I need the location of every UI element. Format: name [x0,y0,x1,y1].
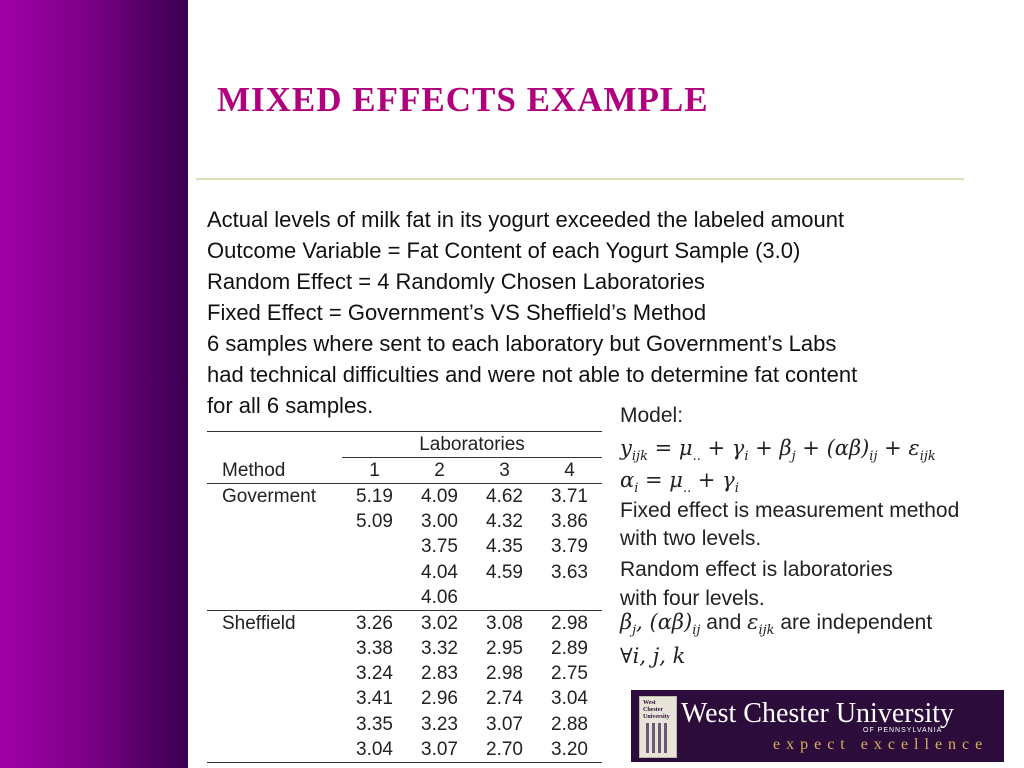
body-text [207,204,977,421]
method-cell [207,560,342,585]
table-row [207,560,602,585]
method-cell: Sheffield [207,611,342,637]
value-cell: 3.38 [356,638,393,660]
value-cell: 3.02 [407,611,472,637]
model-heading: Model: [620,404,684,427]
body-line: had technical difficulties and were not able to determine fat content [207,362,858,387]
value-cell: 3.71 [537,484,602,510]
method-header: Method [222,459,286,481]
table-row [207,585,602,611]
table-row [207,662,602,687]
value-cell: 3.08 [472,611,537,637]
method-cell [207,510,342,535]
method-cell [207,687,342,712]
value-cell: 2.70 [472,737,537,763]
table-row [207,737,602,763]
value-cell: 2.96 [421,688,458,710]
table-row [207,611,602,637]
body-line: Outcome Variable = Fat Content of each Yogurt Sample (3.0) [207,238,801,263]
value-cell: 2.89 [551,638,588,660]
value-cell [342,535,407,560]
value-cell: 3.63 [551,561,588,583]
lab-header: 4 [564,459,575,481]
value-cell [472,585,537,611]
laboratories-header: Laboratories [342,432,602,458]
value-cell: 2.74 [486,688,523,710]
lab-header: 1 [369,459,380,481]
table-row [207,712,602,737]
table-header-row [207,432,602,458]
independence-line: $\beta_j$, $(\alpha\beta)_{ij}$ and $\varepsilon_{ijk}$ are independent [620,610,933,639]
method-cell [207,585,342,611]
method-cell [207,535,342,560]
table-row [207,687,602,712]
model-equation: $y_{ijk} = \mu_{..} + \gamma_i + \beta_j + (\alpha\beta)_{ij} + \varepsilon_{ijk}$ [620,436,936,465]
forall-line: ∀i, j, k [620,644,686,668]
value-cell: 3.04 [342,737,407,763]
crest-seal-text: West Chester University [643,700,670,720]
logo-tagline: expect excellence [773,736,989,753]
value-cell: 3.86 [551,511,588,533]
value-cell: 3.41 [356,688,393,710]
body-line: 6 samples where sent to each laboratory but Government’s Labs [207,331,837,356]
value-cell: 3.35 [356,713,393,735]
title-divider [196,178,964,180]
value-cell: 4.35 [486,536,523,558]
value-cell: 2.95 [486,638,523,660]
value-cell: 4.04 [421,561,458,583]
value-cell: 3.04 [551,688,588,710]
value-cell: 2.75 [551,663,588,685]
value-cell: 2.98 [486,663,523,685]
value-cell: 3.32 [421,638,458,660]
alpha-equation: $\alpha_i = \mu_{..} + \gamma_i$ [620,468,739,497]
random-effect-line: with four levels. [620,587,765,610]
body-line: for all 6 samples. [207,393,374,418]
value-cell: 3.75 [421,536,458,558]
value-cell: 5.19 [342,484,407,510]
lab-header: 2 [434,459,445,481]
value-cell: 3.79 [551,536,588,558]
value-cell: 5.09 [356,511,393,533]
university-logo [631,690,1004,762]
table-row [207,484,602,510]
value-cell: 3.20 [537,737,602,763]
body-line: Fixed Effect = Government’s VS Sheffield’s Method [207,300,707,325]
crest-icon [639,696,677,758]
table-row [207,535,602,560]
method-cell [207,637,342,662]
random-effect-line: Random effect is laboratories [620,558,893,581]
lab-header: 3 [499,459,510,481]
value-cell: 3.23 [421,713,458,735]
value-cell: 2.88 [551,713,588,735]
method-cell [207,737,342,763]
value-cell [537,585,602,611]
value-cell: 3.26 [342,611,407,637]
value-cell [342,560,407,585]
table-row [207,510,602,535]
value-cell: 3.07 [407,737,472,763]
body-line: Random Effect = 4 Randomly Chosen Laboratories [207,269,705,294]
data-table [207,431,602,763]
value-cell: 3.00 [421,511,458,533]
value-cell: 3.24 [356,663,393,685]
value-cell: 4.62 [472,484,537,510]
body-line: Actual levels of milk fat in its yogurt exceeded the labeled amount [207,207,845,232]
value-cell [342,585,407,611]
method-cell: Goverment [207,484,342,510]
fixed-effect-line: Fixed effect is measurement method [620,499,960,522]
value-cell: 4.32 [486,511,523,533]
sidebar-gradient [0,0,188,768]
logo-subtitle: OF PENNSYLVANIA [863,727,943,734]
slide-title: MIXED EFFECTS EXAMPLE [217,80,709,119]
value-cell: 3.07 [486,713,523,735]
method-cell [207,662,342,687]
table-header-row [207,458,602,484]
value-cell: 4.09 [407,484,472,510]
value-cell: 2.83 [421,663,458,685]
value-cell: 2.98 [537,611,602,637]
method-cell [207,712,342,737]
value-cell: 4.59 [486,561,523,583]
value-cell: 4.06 [421,586,458,608]
fixed-effect-line: with two levels. [620,527,762,550]
table-row [207,637,602,662]
logo-name: West Chester University [681,698,955,729]
